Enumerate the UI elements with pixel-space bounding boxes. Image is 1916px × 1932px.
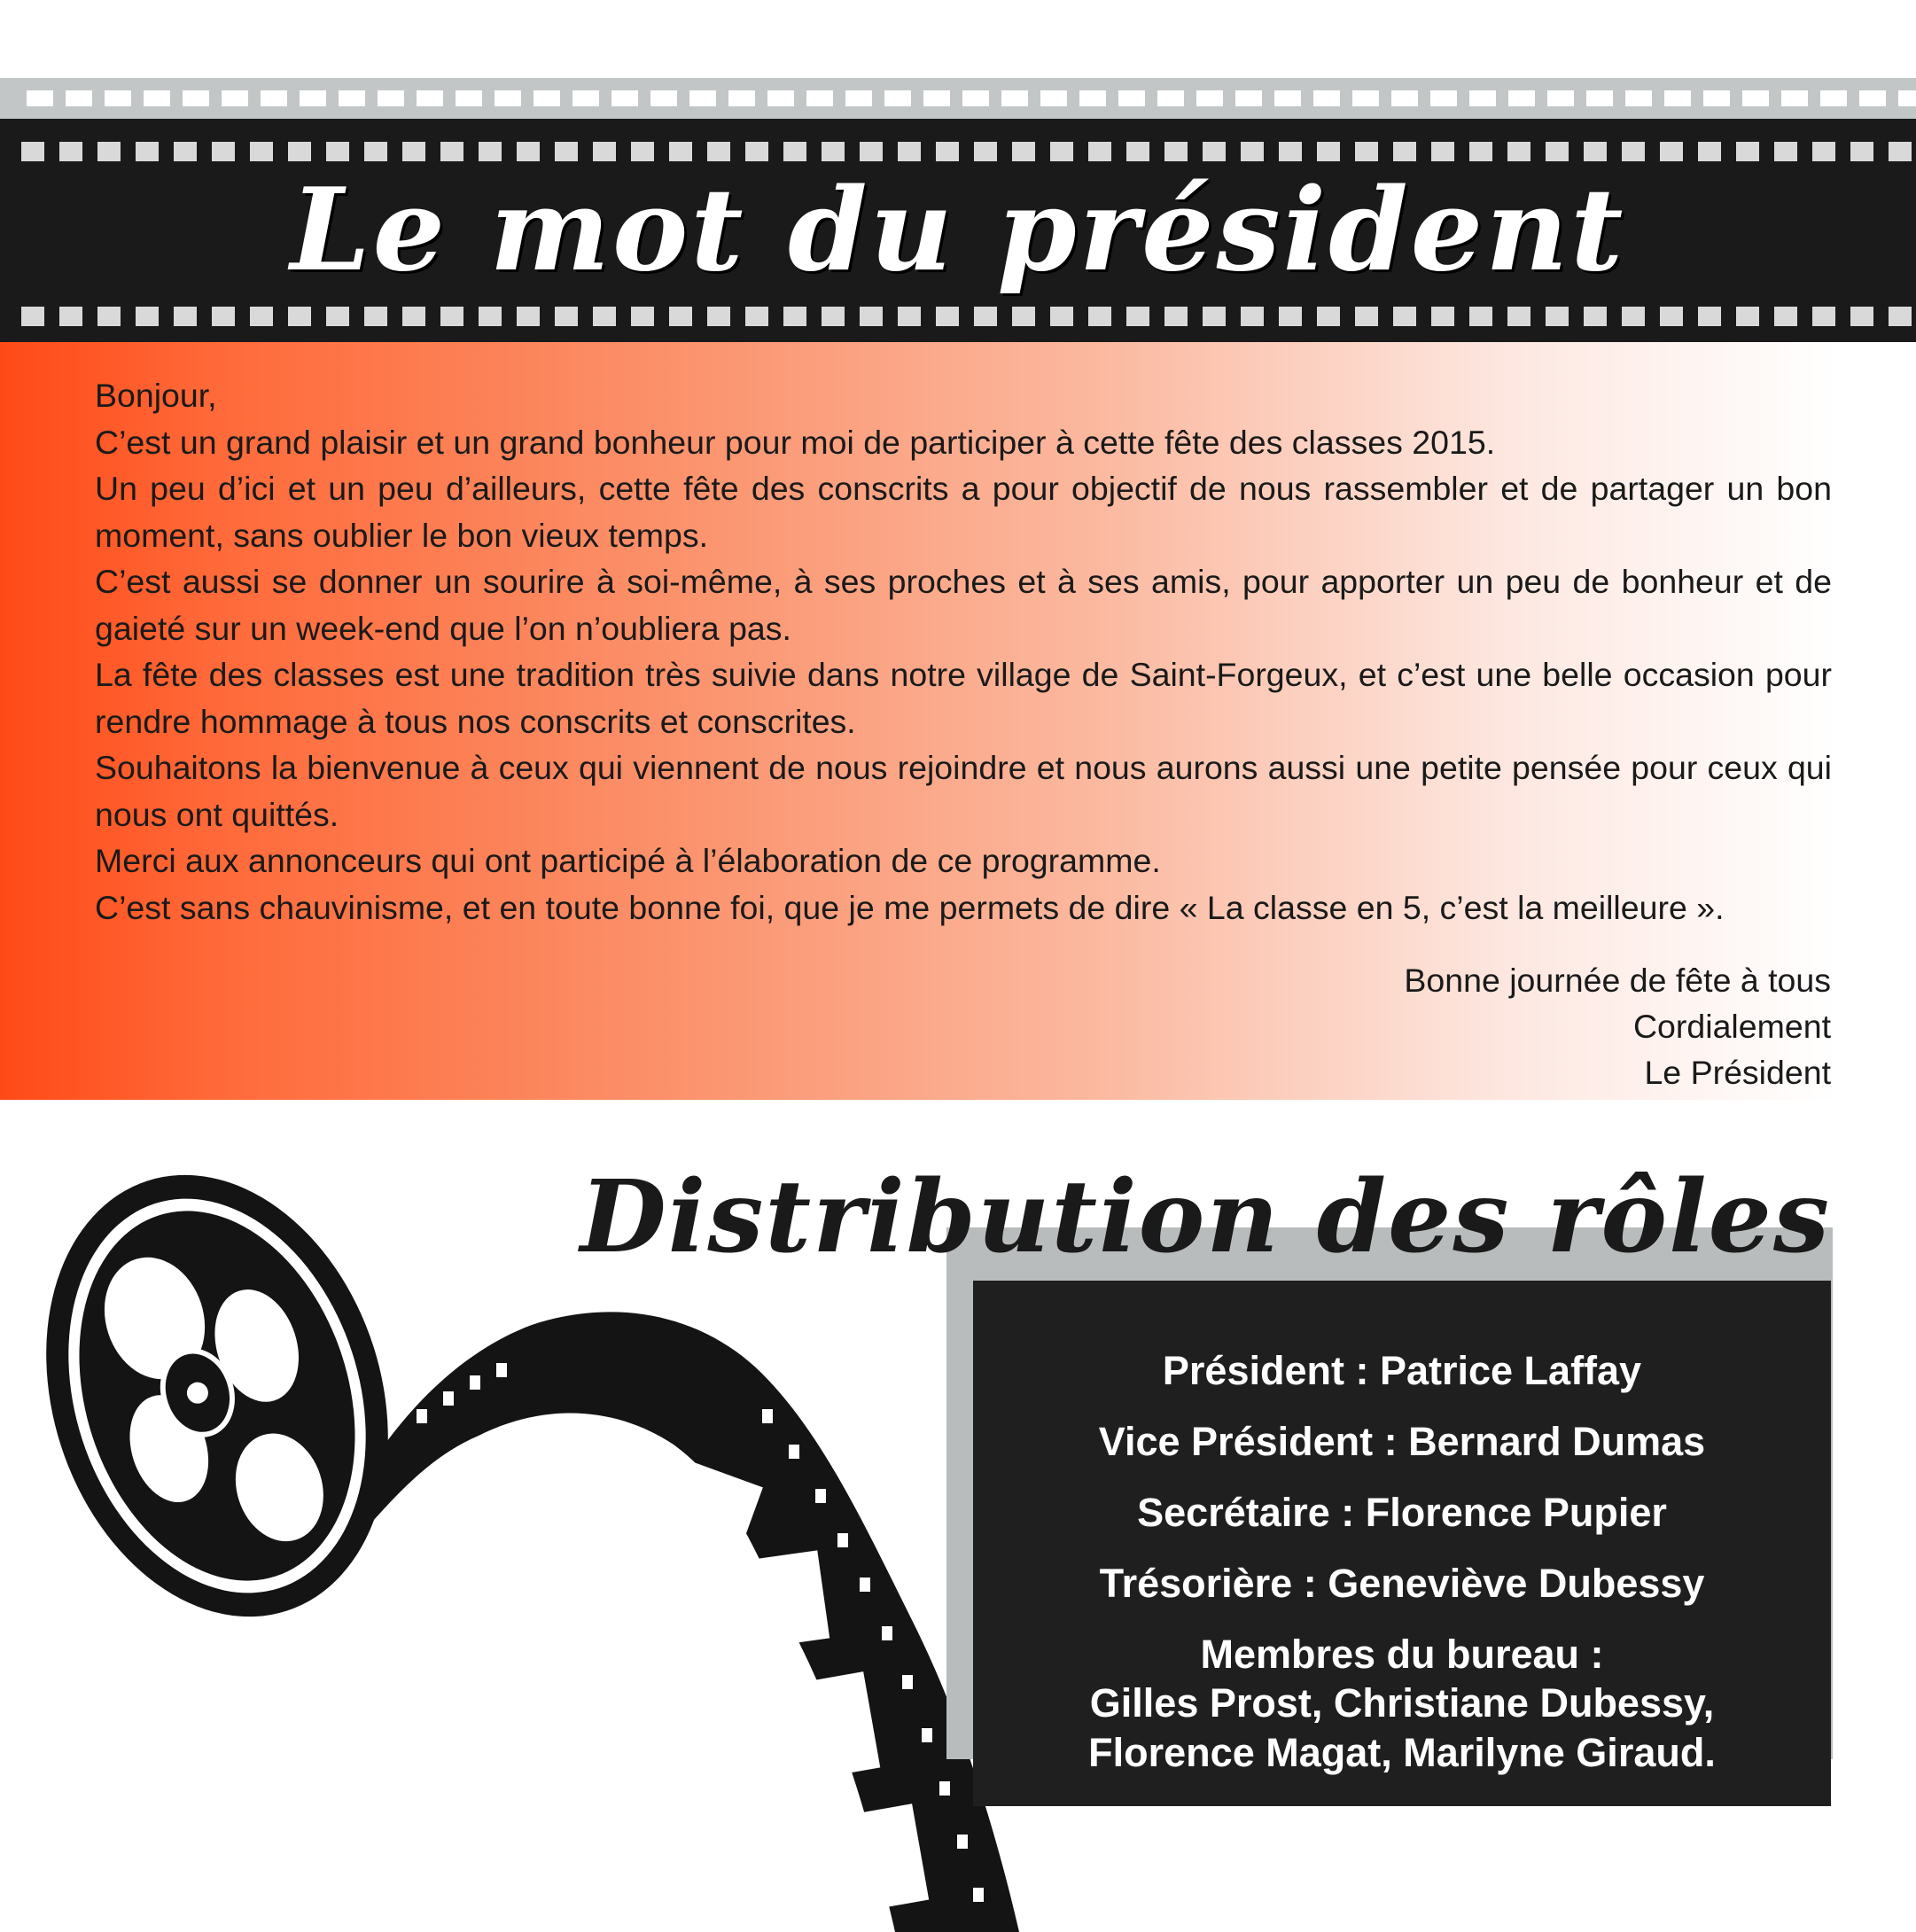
letter-paragraph: C’est sans chauvinisme, et en toute bonne foi, que je me permets de dire « La classe en 5, c’est la meilleure ».	[95, 888, 1725, 926]
letter-body	[95, 372, 1832, 931]
role-entry: Secrétaire : Florence Pupier	[1137, 1490, 1667, 1535]
letter-paragraph: C’est un grand plaisir et un grand bonheur pour moi de participer à cette fête des classes 2015.	[95, 423, 1496, 461]
letter-paragraph: Souhaitons la bienvenue à ceux qui viennent de nous rejoindre et nous aurons aussi une petite pensée pour ceux qui nous ont quittés.	[95, 749, 1832, 833]
page-title: Le mot du président	[290, 164, 1626, 297]
letter-paragraph: Un peu d’ici et un peu d’ailleurs, cette fête des conscrits a pour objectif de nous rassembler et de partager un bon moment, sans oublier le bon vieux temps.	[95, 470, 1832, 554]
member-line: Florence Magat, Marilyne Giraud.	[1088, 1730, 1716, 1775]
role-entry: Vice Président : Bernard Dumas	[1098, 1419, 1706, 1464]
closing-line: Bonne journée de fête à tous	[1404, 962, 1831, 999]
letter-paragraph: Merci aux annonceurs qui ont participé à l’élaboration de ce programme.	[95, 842, 1161, 879]
role-entry: Trésorière : Geneviève Dubessy	[1099, 1561, 1705, 1606]
roles-list	[973, 1347, 1831, 1778]
role-entry: Membres du bureau :	[1200, 1632, 1604, 1677]
letter-greeting: Bonjour,	[95, 377, 217, 414]
signature-line: Le Président	[1644, 1054, 1831, 1091]
member-line: Gilles Prost, Christiane Dubessy,	[1089, 1680, 1715, 1726]
roles-title: Distribution des rôles	[580, 1159, 1831, 1275]
letter-paragraph: La fête des classes est une tradition très suivie dans notre village de Saint-Forgeux, et c’est une belle occasion pour rendre hommage à tous nos conscrits et conscrites.	[95, 656, 1832, 740]
letter-paragraph: C’est aussi se donner un sourire à soi-même, à ses proches et à ses amis, pour apporter un peu de bonheur et de gaieté sur un week-end que l’on n’oubliera pas.	[95, 563, 1832, 647]
closing-line: Cordialement	[1632, 1008, 1831, 1045]
role-entry: Président : Patrice Laffay	[1162, 1348, 1642, 1393]
letter-signature	[1404, 957, 1831, 1095]
